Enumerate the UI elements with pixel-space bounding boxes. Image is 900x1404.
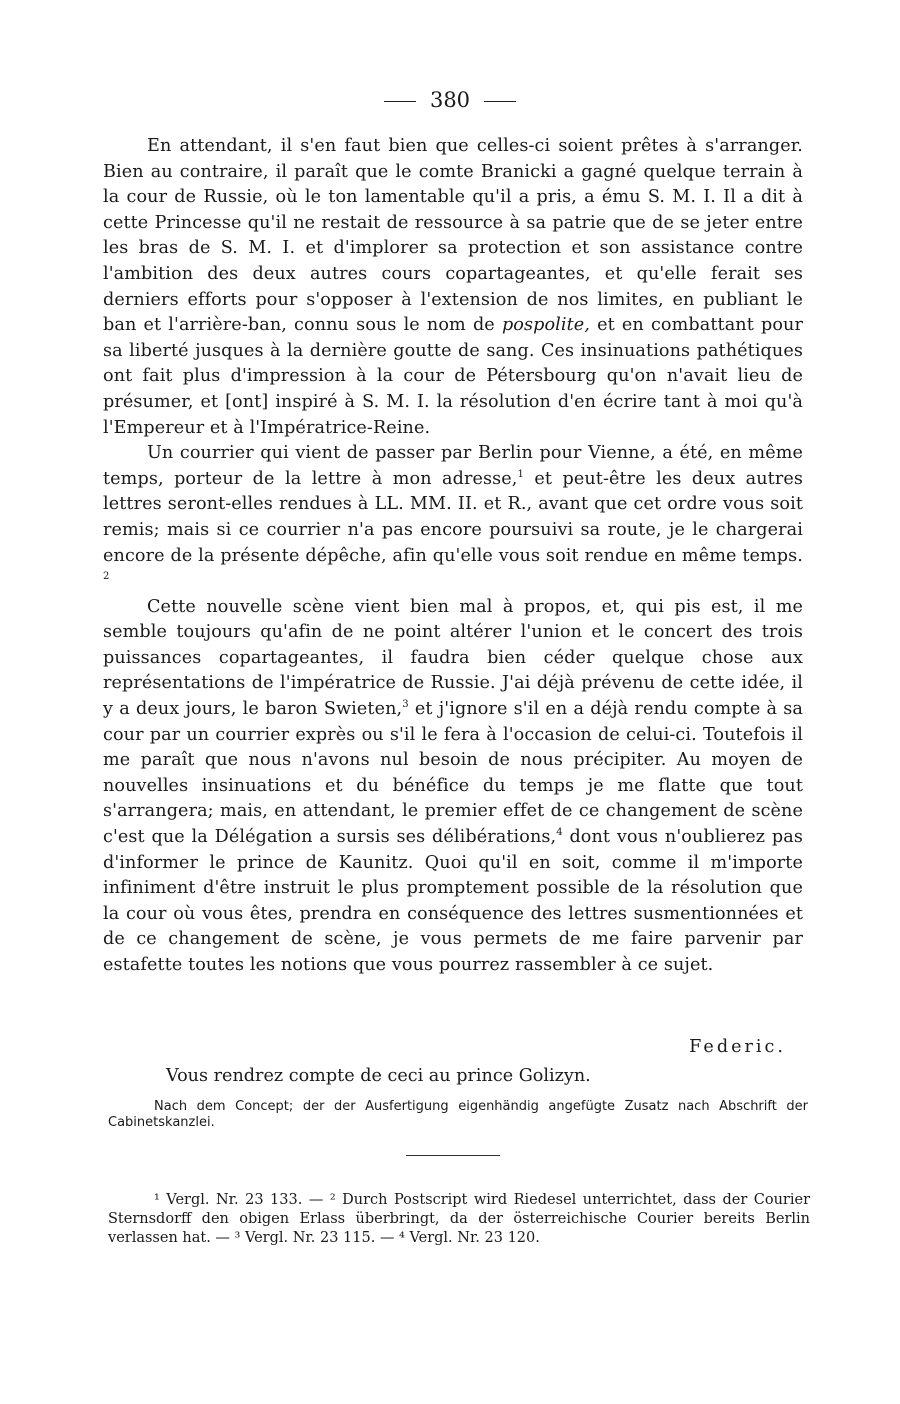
footnote-text: ¹ Vergl. Nr. 23 133. — ² Durch Postscript wird Riedesel unterrichtet, dass der Courier Sternsdorff den obigen Erlass überbringt, da der österreichische Courier bereits Berlin verlassen hat. — ³ Vergl. Nr. 23 115. — ⁴ Vergl. Nr. 23 120.	[108, 1192, 810, 1246]
pospolite-term: pospolite,	[501, 315, 591, 336]
paragraph-1: En attendant, il s'en faut bien que celles-ci soient prêtes à s'arranger. Bien au contraire, il paraît que le comte Branicki a gagné quelque terrain à la cour de Russie, où le ton lamentable qu'il a pris, a ému S. M. I. Il a dit à cette Princesse qu'il ne restait de ressource à sa patrie que de se jeter entre les bras de S. M. I. et d'implorer sa protection et son assistance contre l'ambition des deux autres cours copartageantes, et qu'elle ferait ses derniers efforts pour s'opposer à l'extension de nos limites, en publiant le ban et l'arrière-ban, connu sous le nom de pospolite, et en combattant pour sa liberté jusques à la dernière goutte de sang. Ces insinuations pathétiques ont fait plus d'impression à la cour de Pétersbourg qu'on n'avait lieu de présumer, et [ont] inspiré à S. M. I. la résolution d'en écrire tant à moi qu'à l'Empereur et à l'Impératrice-Reine.	[103, 136, 803, 438]
paragraph-2: Un courrier qui vient de passer par Berlin pour Vienne, a été, en même temps, porteur de la lettre à mon adresse,$^1$ et peut-être les deux autres lettres seront-elles rendues à LL. MM. II. et R., avant que cet ordre vous soit remis; mais si ce courrier n'a pas encore poursuivi sa route, je le chargerai encore de la présente dépêche, afin qu'elle vous soit rendue en même temps. $^2$	[103, 443, 804, 583]
footnote-ref-3: 3	[402, 699, 409, 711]
paragraph-3: Cette nouvelle scène vient bien mal à propos, et, qui pis est, il me semble toujours qu'afin de ne point altérer l'union et le concert des trois puissances copartageantes, il faudra bien céder quelque chose aux représentations de l'impératrice de Russie. J'ai déjà prévenu de cette idée, il y a deux jours, le baron Swieten,$^3$ et j'ignore s'il en a déjà rendu compte à sa cour par un courrier exprès ou s'il le fera à l'occasion de celui-ci. Toutefois il me paraît que nous n'avons nul besoin de nous précipiter. Au moyen de nouvelles insinuations et du bénéfice du temps je me flatte que tout s'arrangera; mais, en attendant, le premier effet de ce changement de scène c'est que la Délégation a sursis ses délibérations,$^4$ dont vous n'oublierez pas d'informer le prince de Kaunitz. Quoi qu'il en soit, comme il m'importe infiniment d'être instruit le plus promptement possible de la résolution que la cour où vous êtes, prendra en conséquence des lettres susmentionnées et de ce changement de scène, je vous permets de me faire parvenir par estafette toutes les notions que vous pourrez rassembler à ce sujet.	[103, 596, 803, 975]
postscript: Vous rendrez compte de ceci au prince Golizyn.	[166, 1066, 591, 1086]
footnotes	[108, 1191, 810, 1248]
footnote-divider	[406, 1155, 500, 1156]
source-note: Nach dem Concept; der der Ausfertigung eigenhändig angefügte Zusatz nach Abschrift der Cabinetskanzlei.	[108, 1099, 808, 1130]
footnote-ref-1: 1	[517, 468, 524, 480]
dash-left	[384, 101, 416, 102]
signature: Federic.	[689, 1037, 786, 1057]
footnote-ref-2: 2	[103, 571, 110, 583]
page-number: 380	[0, 88, 900, 112]
footnote-ref-4: 4	[556, 827, 563, 839]
dash-right	[484, 101, 516, 102]
letter-body	[103, 134, 803, 979]
